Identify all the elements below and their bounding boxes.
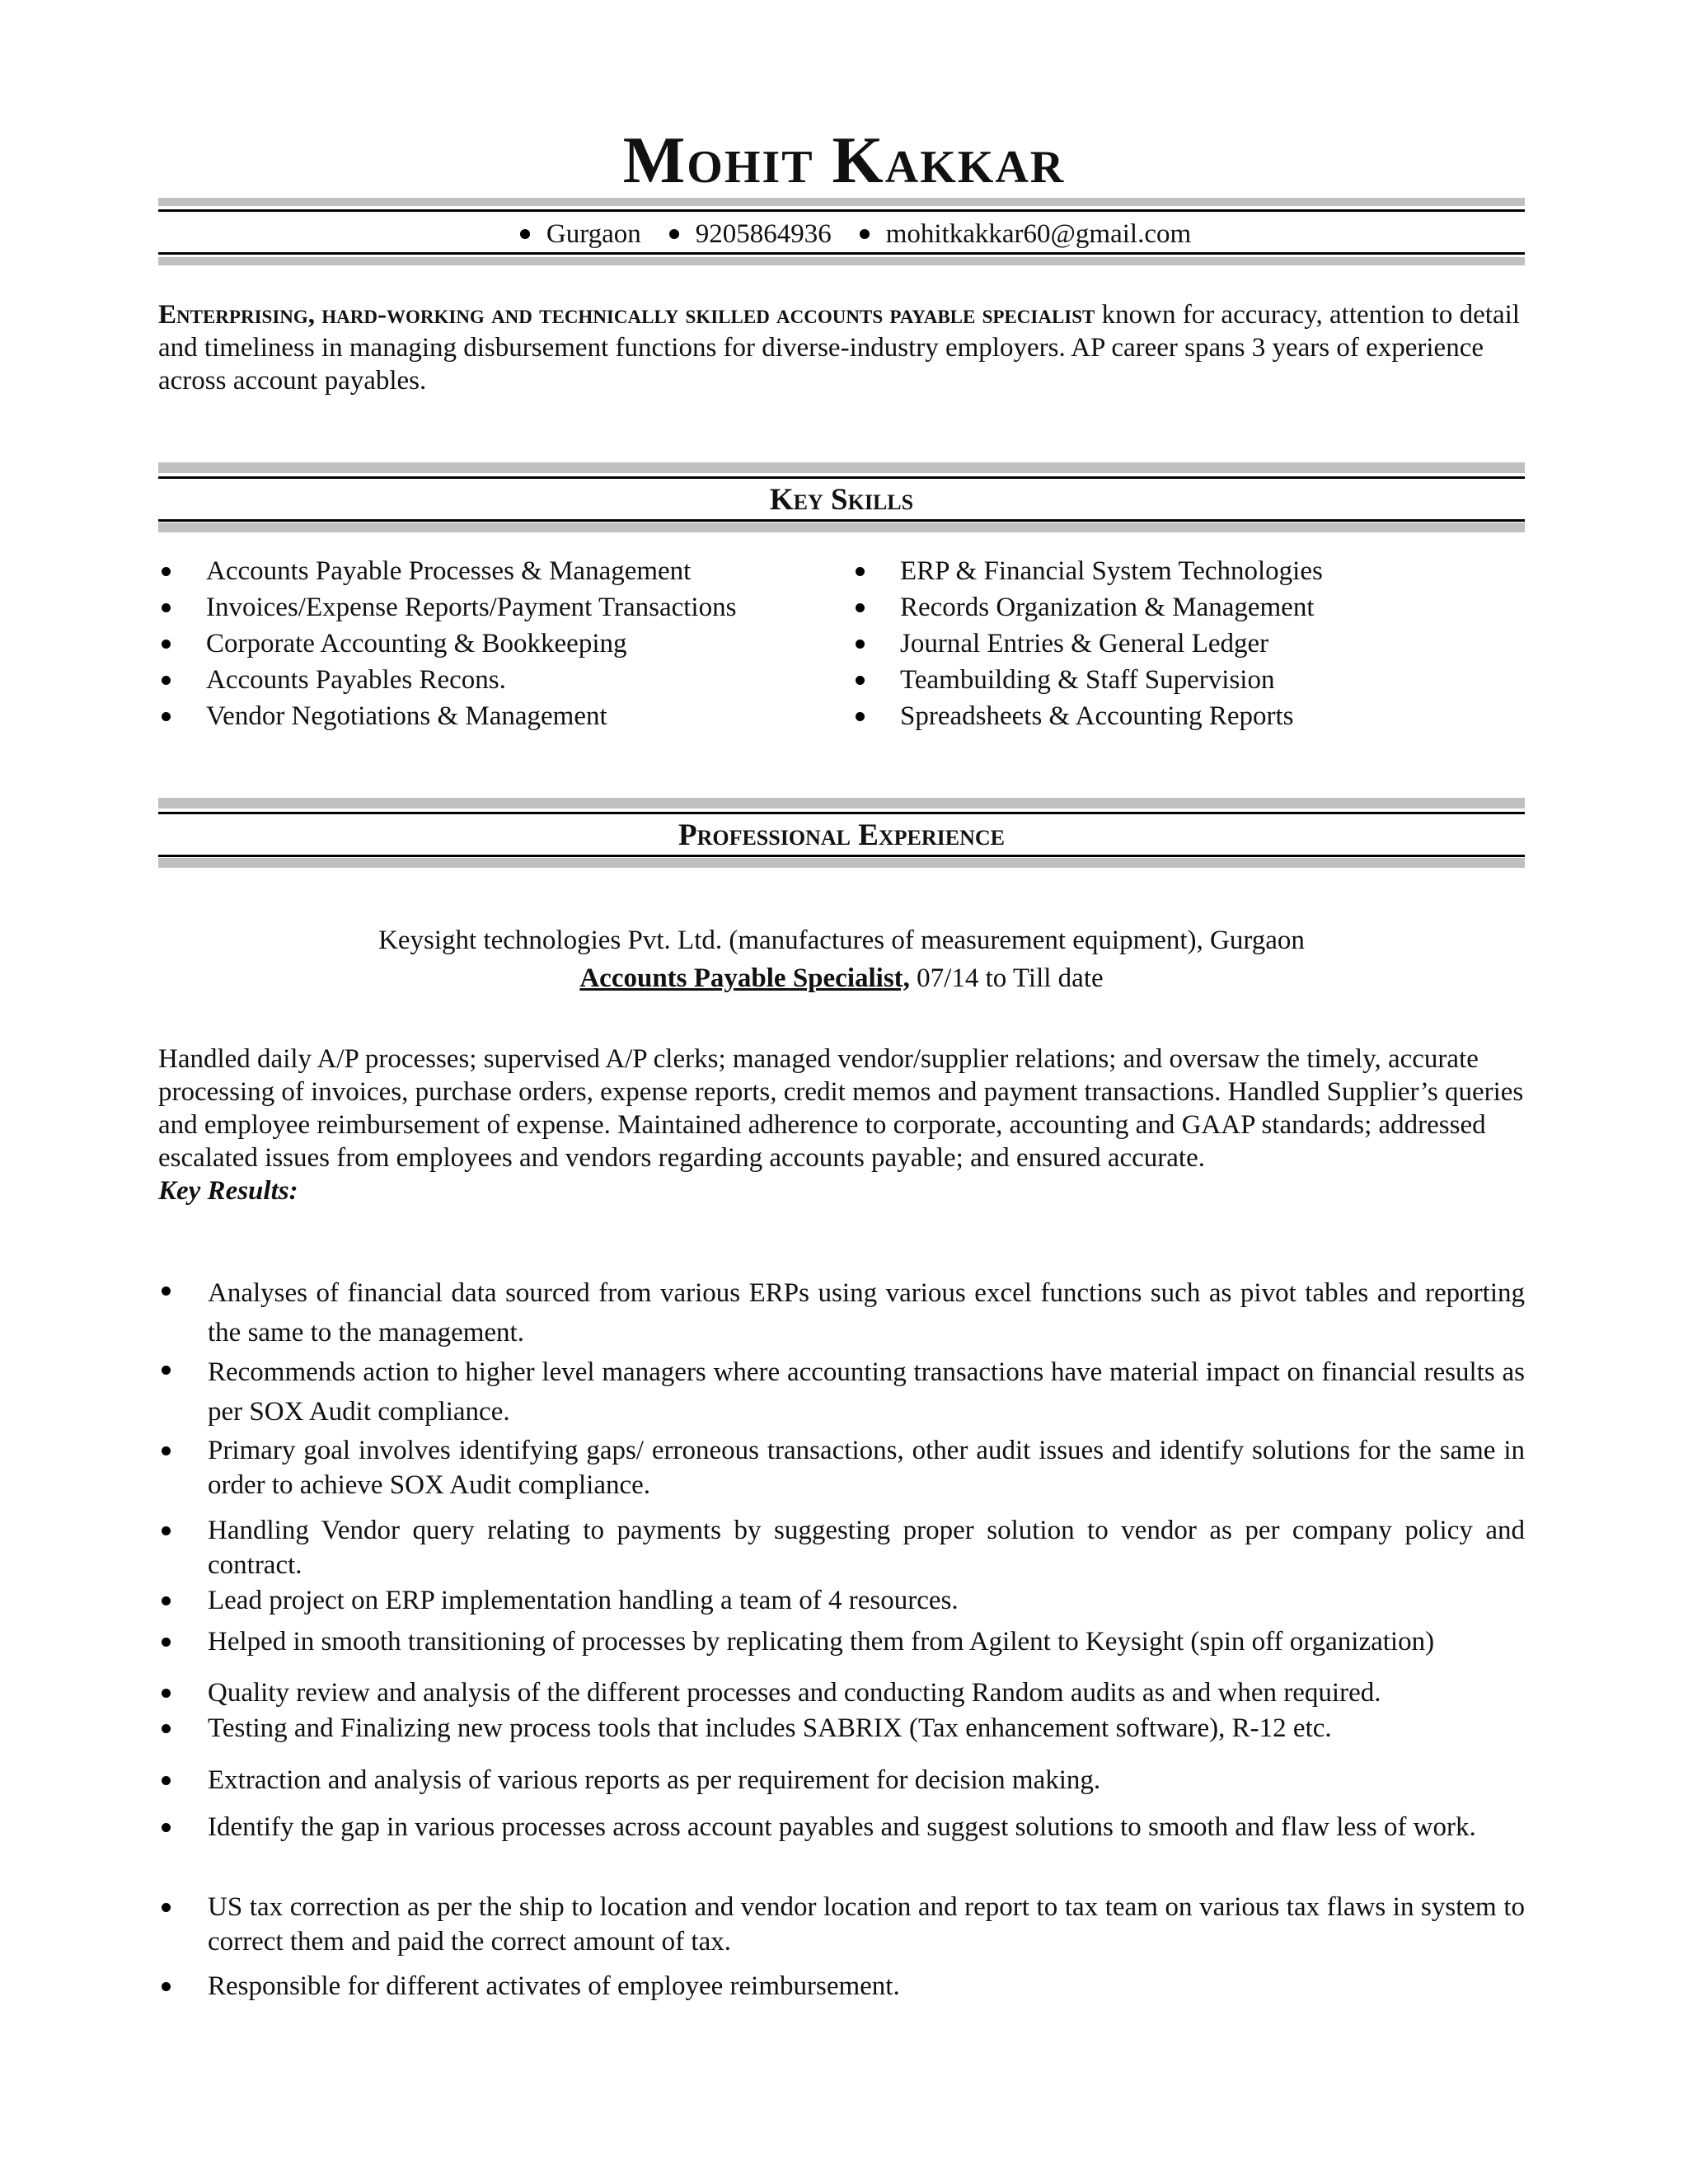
bullet-icon <box>162 1982 171 1991</box>
bullet-icon <box>860 229 870 239</box>
header-rule-top-black <box>158 209 1525 212</box>
key-skills-heading: Key Skills <box>769 483 914 517</box>
skills-rule-bottom-grey <box>158 523 1525 532</box>
bullet-icon <box>669 229 679 239</box>
skills-left-column <box>158 553 818 734</box>
skill-item: Accounts Payables Recons. <box>158 662 818 698</box>
job-dates: 07/14 to Till date <box>909 963 1104 993</box>
bullet-icon <box>162 1823 171 1832</box>
experience-rule-bottom-black <box>158 855 1525 857</box>
bullet-icon <box>162 1366 171 1375</box>
bullet-icon <box>162 1689 171 1698</box>
contact-email: mohitkakkar60@gmail.com <box>885 219 1192 249</box>
contact-line <box>158 216 1525 252</box>
experience-rule-bottom-grey <box>158 858 1525 868</box>
result-item: Helped in smooth transitioning of processes by replicating them from Agilent to Keysight (spin off organization) <box>158 1624 1525 1659</box>
bullet-icon <box>162 1638 171 1647</box>
key-results-label: Key Results: <box>158 1176 298 1206</box>
experience-rule-top-black <box>158 812 1525 814</box>
header-rule-top-grey <box>158 198 1525 206</box>
bullet-icon <box>162 1596 171 1605</box>
skills-rule-top-grey <box>158 462 1525 473</box>
bullet-icon <box>162 1776 171 1785</box>
result-item: Extraction and analysis of various reports as per requirement for decision making. <box>158 1763 1525 1797</box>
contact-phone: 9205864936 <box>695 219 832 249</box>
skill-item: Invoices/Expense Reports/Payment Transactions <box>158 589 818 626</box>
skill-item: ERP & Financial System Technologies <box>852 553 1512 589</box>
skill-item: Records Organization & Management <box>852 589 1512 626</box>
role-line <box>158 959 1525 997</box>
experience-heading: Professional Experience <box>678 818 1006 852</box>
result-item: Primary goal involves identifying gaps/ erroneous transactions, other audit issues and identify solutions for the same in order to achieve SOX Audit compliance. <box>158 1433 1525 1502</box>
header-rule-bottom-black <box>158 252 1525 255</box>
bullet-icon <box>162 1903 171 1912</box>
experience-rule-top-grey <box>158 798 1525 808</box>
skill-item: Journal Entries & General Ledger <box>852 626 1512 662</box>
result-item: Testing and Finalizing new process tools that includes SABRIX (Tax enhancement software), R-12 etc. <box>158 1711 1525 1746</box>
skill-item: Vendor Negotiations & Management <box>158 698 818 734</box>
job-description: Handled daily A/P processes; supervised A/P clerks; managed vendor/supplier relations; and oversaw the timely, accurate processing of invoices, purchase orders, expense reports, credit memos and payment transactions. Handled Supplier’s queries and employee reimbursement of expense. Maintained adherence to corporate, accounting and GAAP standards; addressed escalated issues from employees and vendors regarding accounts payable; and ensured accurate. <box>158 1044 1524 1173</box>
result-item: Analyses of financial data sourced from various ERPs using various excel functions such as pivot tables and reporting the same to the management. <box>158 1273 1525 1352</box>
skill-item: Teambuilding & Staff Supervision <box>852 662 1512 698</box>
bullet-icon <box>162 1724 171 1733</box>
skills-rule-top-black <box>158 476 1525 479</box>
job-title: Accounts Payable Specialist, <box>579 963 910 993</box>
company-line: Keysight technologies Pvt. Ltd. (manufactures of measurement equipment), Gurgaon <box>378 926 1305 955</box>
skills-rule-bottom-black <box>158 519 1525 522</box>
candidate-name: Mohit Kakkar <box>622 124 1066 197</box>
bullet-icon <box>162 1446 171 1455</box>
skills-right-column <box>852 553 1512 734</box>
contact-location: Gurgaon <box>546 219 641 249</box>
header-rule-bottom-grey <box>158 257 1525 265</box>
result-item: US tax correction as per the ship to location and vendor location and report to tax team on various tax flaws in system to correct them and paid the correct amount of tax. <box>158 1890 1525 1959</box>
professional-summary <box>158 298 1526 397</box>
skill-item: Spreadsheets & Accounting Reports <box>852 698 1512 734</box>
result-item: Responsible for different activates of employee reimbursement. <box>158 1969 1525 2004</box>
result-item: Recommends action to higher level managers where accounting transactions have material impact on financial results as per SOX Audit compliance. <box>158 1352 1525 1432</box>
summary-lead: Enterprising, hard-working and technically skilled accounts payable specialist <box>158 300 1095 330</box>
result-item: Lead project on ERP implementation handling a team of 4 resources. <box>158 1583 1525 1618</box>
result-item: Quality review and analysis of the different processes and conducting Random audits as and when required. <box>158 1675 1525 1710</box>
bullet-icon <box>162 1526 171 1535</box>
bullet-icon <box>162 1286 171 1296</box>
skill-item: Accounts Payable Processes & Management <box>158 553 818 589</box>
result-item: Identify the gap in various processes across account payables and suggest solutions to smooth and flaw less of work. <box>158 1810 1525 1844</box>
bullet-icon <box>520 229 530 239</box>
result-item: Handling Vendor query relating to payments by suggesting proper solution to vendor as per company policy and contract. <box>158 1513 1525 1582</box>
skill-item: Corporate Accounting & Bookkeeping <box>158 626 818 662</box>
summary-text: known for accuracy, attention to detail and timeliness in managing disbursement functions for diverse-industry employers. AP career spans 3 years of experience across account payables. <box>158 300 1520 396</box>
